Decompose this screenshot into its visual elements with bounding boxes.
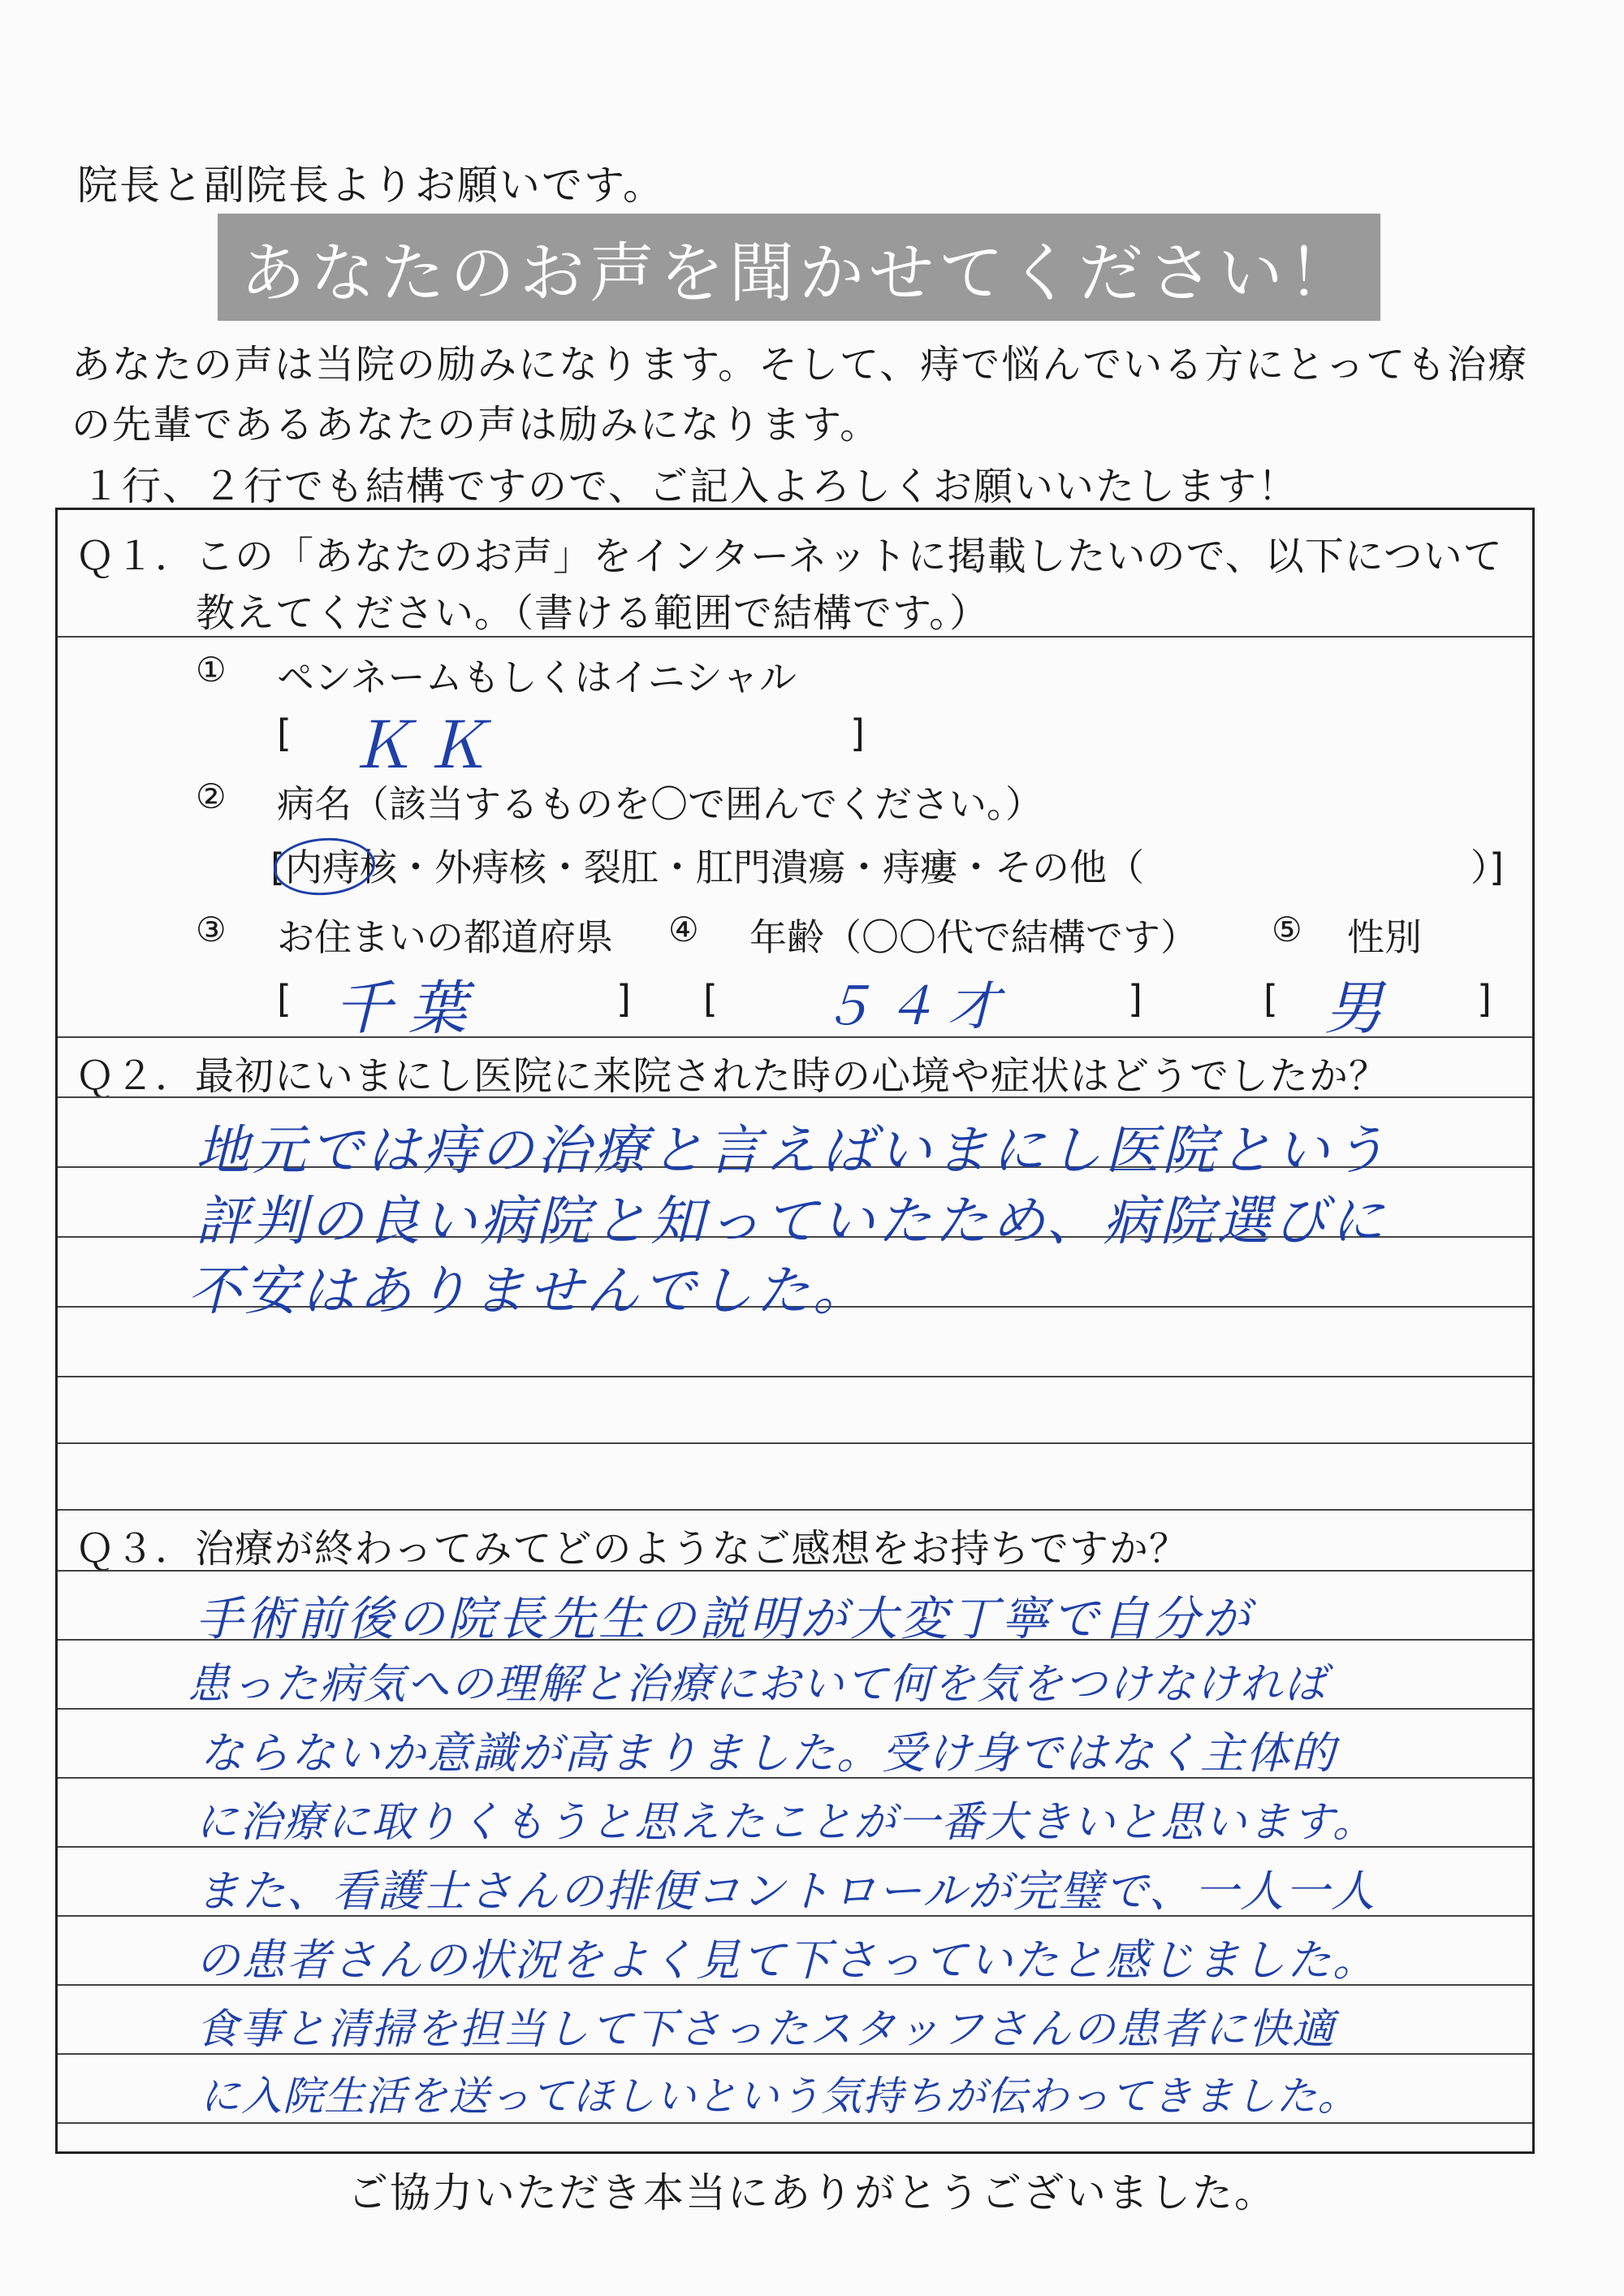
age-label: 年齢（〇〇代で結構です） [749,915,1198,959]
age-answer: ５４才 [821,977,1011,1037]
divider [58,1509,1532,1511]
ruled-line [58,2122,1532,2124]
q3-answer-line-3: ならないか意識が高まりました。受け身ではなく主体的 [200,1727,1337,1779]
ruled-line [58,1376,1532,1377]
disease-number: ② [196,776,227,816]
q3-answer-line-1: 手術前後の院長先生の説明が大変丁寧で自分が [196,1591,1254,1646]
age-close-bracket: ] [1128,977,1142,1021]
age-number: ④ [668,910,699,949]
q3-question: Ｑ３．治療が終わってみてどのようなご感想をお持ちですか？ [76,1526,1190,1572]
disease-options: [内痔核・外痔核・裂肛・肛門潰瘍・痔瘻・その他（ [270,845,1144,889]
prefecture-answer: 千葉 [334,974,484,1042]
prefecture-label: お住まいの都道府県 [277,915,613,959]
ruled-line [58,1442,1532,1444]
pen-name-open-bracket: [ [277,711,292,755]
sex-number: ⑤ [1272,910,1302,949]
intro-line-2: の先輩であるあなたの声は励みになります。 [71,402,881,448]
prefecture-number: ③ [196,910,227,949]
q1-question-line-2: 教えてください。（書ける範囲で結構です。） [196,590,990,636]
banner-title: あなたのお声を聞かせてください！ [240,235,1358,311]
age-open-bracket: [ [703,977,718,1021]
pen-name-answer: ＫＫ [350,710,500,783]
disease-options-close: ）] [1471,845,1504,889]
intro-line-3: １行、２行でも結構ですので、ご記入よろしくお願いいたします！ [81,464,1299,509]
q2-answer-line-3: 不安はありませんでした。 [188,1260,870,1322]
pen-name-label: ペンネームもしくはイニシャル [277,655,797,699]
pen-name-number: ① [196,650,227,690]
disease-label: 病名（該当するものを〇で囲んでください。） [277,782,1043,826]
divider [58,1096,1532,1098]
q3-answer-line-6: の患者さんの状況をよく見て下さっていたと感じました。 [196,1935,1378,1986]
prefecture-open-bracket: [ [277,977,292,1021]
sex-answer: 男 [1324,974,1384,1042]
q3-answer-line-5: また、看護士さんの排便コントロールが完璧で、一人一人 [196,1866,1376,1917]
intro-line-1: あなたの声は当院の励みになります。そして、痔で悩んでいる方にとっても治療 [71,342,1529,387]
q2-answer-line-2: 評判の良い病院と知っていたため、病院選びに [196,1190,1388,1252]
prefecture-close-bracket: ] [616,977,631,1021]
divider [58,1036,1532,1038]
divider [58,1570,1532,1572]
pen-name-close-bracket: ] [850,711,865,755]
sex-label: 性別 [1347,915,1422,959]
sex-open-bracket: [ [1263,977,1278,1021]
request-line: 院長と副院長よりお願いです。 [77,162,665,209]
q3-answer-line-4: に治療に取りくもうと思えたことが一番大きいと思います。 [196,1798,1376,1847]
survey-form [55,508,1535,2154]
sex-close-bracket: ] [1477,977,1492,1021]
q2-question: Ｑ２．最初にいまにし医院に来院された時の心境や症状はどうでしたか？ [76,1053,1389,1099]
q3-answer-line-2: 患った病気への理解と治療において何を気をつけなければ [188,1660,1328,1709]
q3-answer-line-8: に入院生活を送ってほしいという気持ちが伝わってきました。 [200,2073,1359,2120]
q2-answer-line-1: 地元では痔の治療と言えばいまにし医院という [196,1119,1389,1182]
footer-thanks: ご協力いただき本当にありがとうございました。 [348,2169,1276,2216]
title-banner [218,214,1380,321]
q1-question-line-1: Ｑ１．この「あなたのお声」をインターネットに掲載したいので、以下について [76,534,1503,579]
divider [58,636,1532,638]
q3-answer-line-7: 食事と清掃を担当して下さったスタッフさんの患者に快適 [196,2005,1337,2054]
